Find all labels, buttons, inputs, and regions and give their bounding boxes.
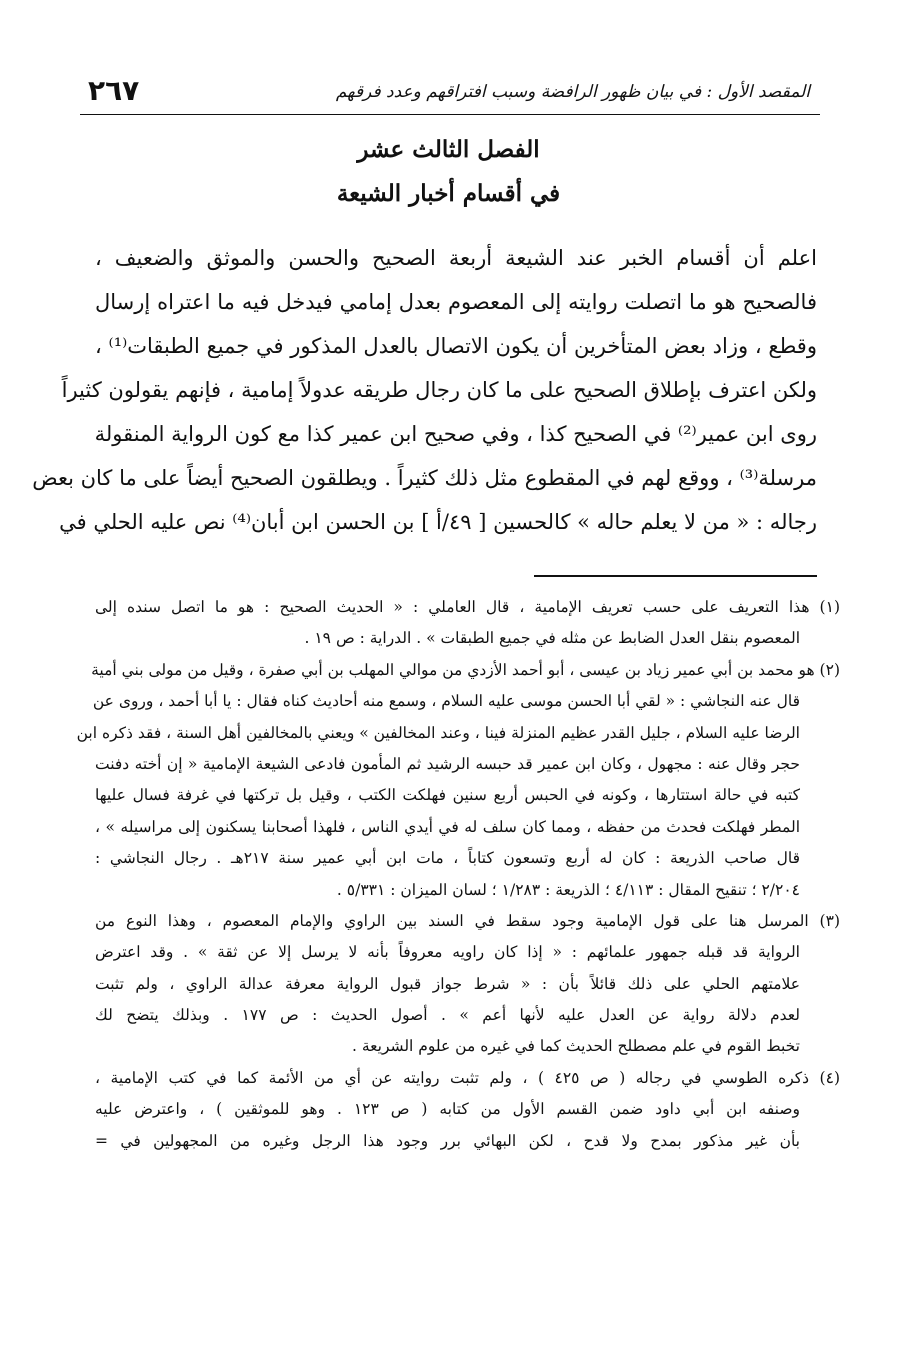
chapter-number: الفصل الثالث عشر [357, 136, 540, 163]
page-number: ٢٦٧ [88, 74, 140, 107]
footnote-line: (١) هذا التعريف على حسب تعريف الإمامية ، قال العاملي : « الحديث الصحيح : هو ما اتصل سنده إلى [95, 598, 840, 616]
footnote-line: (٤) ذكره الطوسي في رجاله ( ص ٤٢٥ ) ، ولم تثبت روايته عن أي من الأئمة كما في كتب الإمامية ، [95, 1068, 840, 1087]
running-title: المقصد الأول : في بيان ظهور الرافضة وسبب افتراقهم وعدد فرقهم [335, 82, 810, 102]
chapter-title: في أقسام أخبار الشيعة [336, 180, 561, 207]
footnote-line: تخبط القوم في علم مصطلح الحديث كما في غيره من علوم الشريعة . [351, 1037, 800, 1056]
footnotes [76, 592, 840, 1157]
body-line: وقطع ، وزاد بعض المتأخرين أن يكون الاتصال بالعدل المذكور في جميع الطبقات⁽¹⁾ ، [95, 334, 817, 358]
footnote-line: علامتهم الحلي على ذلك قائلاً بأن : « شرط جواز قبول الرواية معرفة عدالة الراوي ، ولم تثبت [95, 974, 800, 993]
footnote-line: ٢/٢٠٤ ؛ تنقيح المقال : ٤/١١٣ ؛ الذريعة : ١/٢٨٣ ؛ لسان الميزان : ٥/٣٣١ . [336, 880, 800, 899]
footnote-line: بأن غير مذكور بمدح ولا قدح ، لكن البهائي برر وجود هذا الرجل وغيره من المجهولين في = [95, 1131, 800, 1150]
footnote-line: قال عنه النجاشي : « لقي أبا الحسن موسى عليه السلام ، وسمع منه أحاديث كناه فقال : يا أبا أحمد ، وروى عن [92, 692, 800, 711]
footnote-line: (٣) المرسل هنا على قول الإمامية وجود سقط في السند بين الراوي والإمام المعصوم ، وهذا النوع من [95, 911, 840, 930]
body-line: روى ابن عمير⁽²⁾ في الصحيح كذا ، وفي صحيح ابن عمير كذا مع كون الرواية المنقولة [94, 422, 817, 446]
footnote-4 [95, 1063, 840, 1157]
footnote-line: الرواية قد قبله جمهور علمائهم : « إذا كان راويه معروفاً بأنه لا يرسل إلا عن ثقة » . وقد اعترض [95, 943, 800, 962]
running-header [80, 74, 820, 115]
footnote-2 [76, 655, 840, 906]
footnote-line: قال صاحب الذريعة : كان له أربع وتسعون كتاباً ، مات ابن أبي عمير سنة ٢١٧هـ . رجال النجاشي : [95, 849, 800, 868]
footnote-line: كتبه في حالة استتارها ، وكونه في الحبس أربع سنين فهلكت الكتب ، وقيل بل تركتها في غرفة فسال عليها [95, 786, 800, 805]
body-line: مرسلة⁽³⁾ ، ووقع لهم في المقطوع مثل ذلك كثيراً . ويطلقون الصحيح أيضاً على ما كان بعض [32, 466, 817, 490]
footnote-1 [95, 592, 840, 655]
footnote-line: (٢) هو محمد بن أبي عمير زياد بن عيسى ، أبو أحمد الأزدي من موالي المهلب بن أبي صفرة ، وقيل من مولى بني أمية [91, 660, 840, 679]
footnote-line: وصنفه ابن أبي داود ضمن القسم الأول من كتابه ( ص ١٢٣ . وهو للموثقين ) ، واعترض عليه [95, 1100, 800, 1119]
footnote-line: الرضا عليه السلام ، جليل القدر عظيم المنزلة فينا ، وعند المخالفين » ويعني بالمخالفين أهل السنة ، فقد ذكره ابن [76, 723, 800, 742]
footnote-3 [95, 906, 840, 1063]
footnote-divider [534, 575, 817, 577]
body-text [32, 236, 817, 544]
footnote-line: حجر وقال عنه : مجهول ، وكان ابن عمير قد حبسه الرشيد ثم المأمون فادعى الشيعة الإمامية « إن أخته دفنت [95, 754, 800, 773]
footnote-line: المعصوم بنقل العدل الضابط عن مثله في جميع الطبقات » . الدراية : ص ١٩ . [304, 629, 800, 648]
footnote-line: المطر فهلكت فحدث من حفظه ، ومما كان سلف له في أيدي الناس ، فلهذا أصحابنا يسكنون إلى مراسيله » ، [95, 817, 800, 836]
body-line: فالصحيح هو ما اتصلت روايته إلى المعصوم بعدل إمامي فيدخل فيه ما اعتراه إرسال [95, 290, 817, 314]
body-line: رجاله : « من لا يعلم حاله » كالحسين [ ٤٩/أ ] بن الحسن ابن أبان⁽⁴⁾ نص عليه الحلي في [59, 510, 817, 534]
body-line: ولكن اعترف بإطلاق الصحيح على ما كان رجال طريقه عدولاً إمامية ، فإنهم يقولون كثيراً [61, 378, 817, 402]
body-line: اعلم أن أقسام الخبر عند الشيعة أربعة الصحيح والحسن والموثق والضعيف ، [95, 246, 817, 270]
footnote-line: لعدم دلالة رواية عن العدل عليه لأنها أعم » . أصول الحديث : ص ١٧٧ . وبذلك يتضح لك [95, 1006, 800, 1025]
